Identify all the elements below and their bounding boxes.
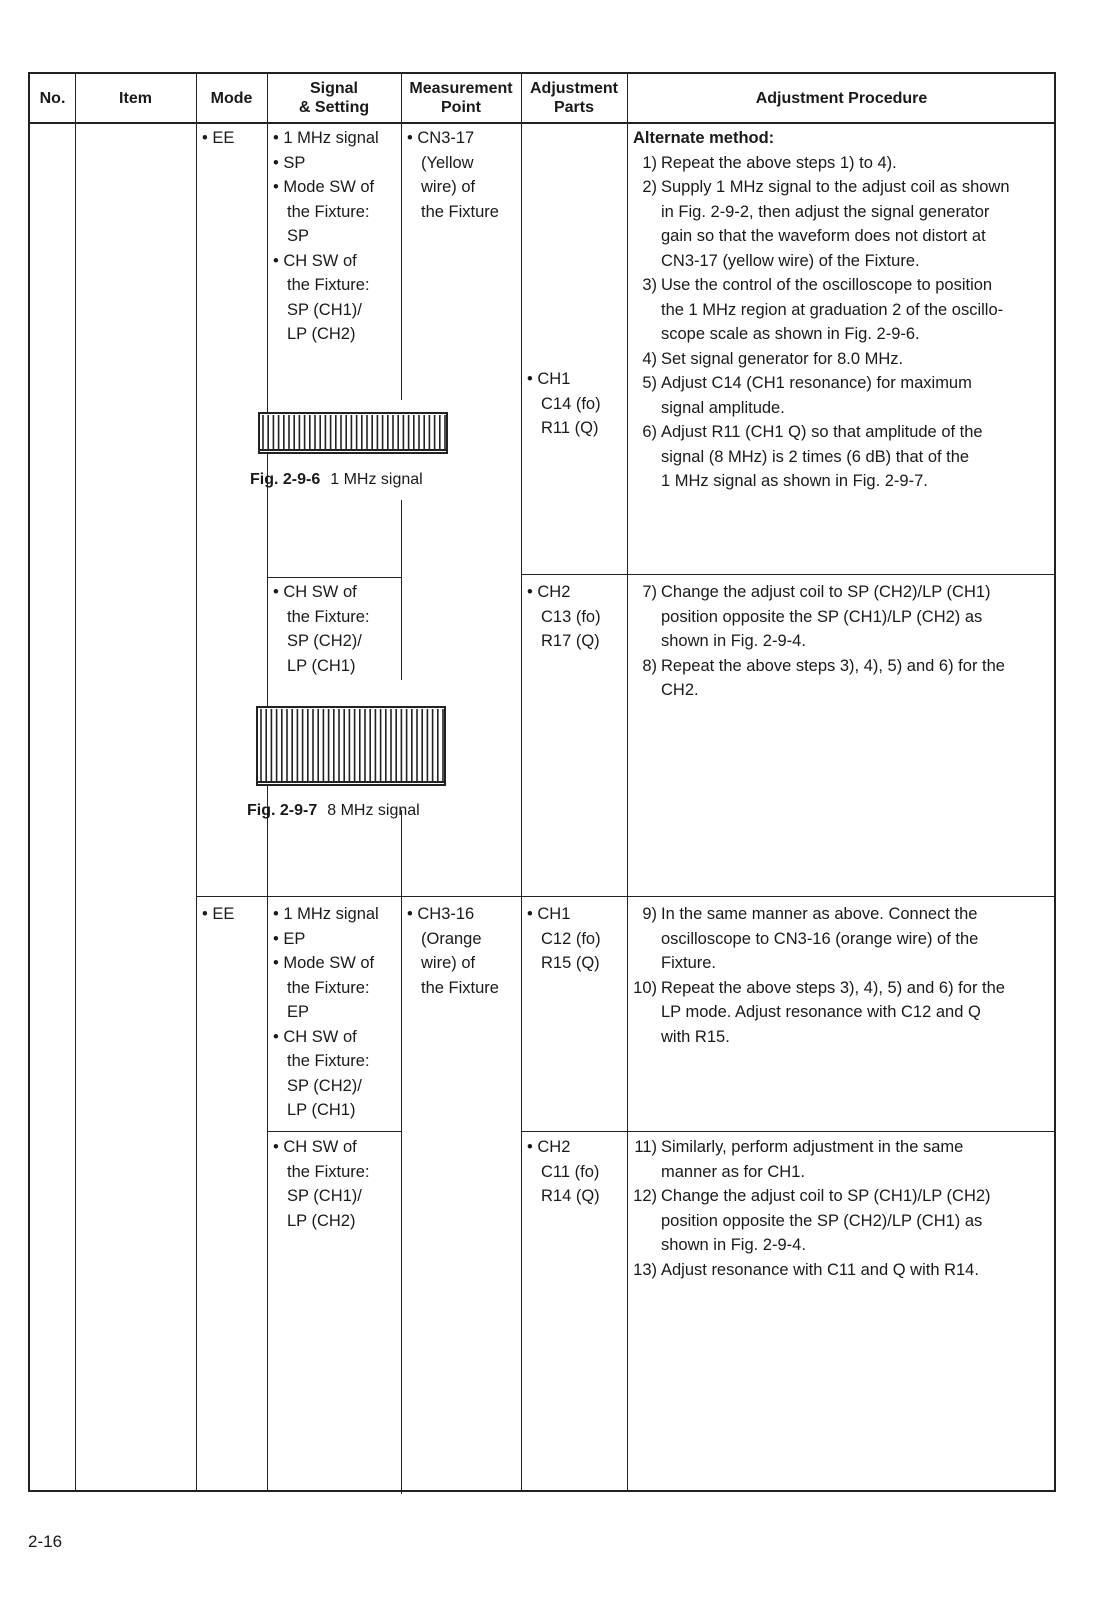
row-divider	[196, 896, 1056, 897]
row2-signal: • CH SW of the Fixture: SP (CH2)/ LP (CH1)	[273, 583, 370, 675]
row1-mode: • EE	[202, 129, 235, 147]
row1-adjustment-parts: • CH1 C14 (fo) R11 (Q)	[527, 370, 601, 437]
row3-procedure: 9) In the same manner as above. Connect the oscilloscope to CN3-16 (orange wire) of the Fixture. 10) Repeat the above steps 3), 4), 5) and 6) for the LP mode. Adjust resonance with C12 and Q with R15.	[633, 905, 1005, 1046]
row4-procedure: 11) Similarly, perform adjustment in the same manner as for CH1. 12) Change the adjust coil to SP (CH1)/LP (CH2) position opposite the SP (CH2)/LP (CH1) as shown in Fig. 2-9-4. 13) Adjust resonance with C11 and Q with R14.	[633, 1138, 991, 1279]
row1-signal: • 1 MHz signal • SP • Mode SW of the Fixture: SP • CH SW of the Fixture: SP (CH1)/ LP (CH2)	[273, 129, 379, 343]
row3-adjustment-parts: • CH1 C12 (fo) R15 (Q)	[527, 905, 601, 972]
row4-adjustment-parts: • CH2 C11 (fo) R14 (Q)	[527, 1138, 600, 1205]
adjustment-table	[28, 72, 1056, 1492]
row2-procedure: 7) Change the adjust coil to SP (CH2)/LP (CH1) position opposite the SP (CH1)/LP (CH2) as shown in Fig. 2-9-4. 8) Repeat the above steps 3), 4), 5) and 6) for the CH2.	[642, 583, 1005, 699]
row-divider	[521, 574, 1056, 575]
col-divider	[75, 74, 76, 1490]
header-item: Item	[119, 89, 152, 107]
row1-measurement-point: • CN3-17 (Yellow wire) of the Fixture	[407, 129, 499, 221]
header-divider	[30, 122, 1054, 124]
header-procedure: Adjustment Procedure	[755, 89, 928, 107]
procedure-title: Alternate method:	[633, 129, 775, 147]
row3-signal: • 1 MHz signal • EP • Mode SW of the Fixture: EP • CH SW of the Fixture: SP (CH2)/ LP (CH1)	[273, 905, 379, 1119]
header-mode: Mode	[210, 89, 253, 107]
col-divider	[401, 74, 402, 400]
row4-signal: • CH SW of the Fixture: SP (CH1)/ LP (CH2)	[273, 1138, 370, 1230]
col-divider	[521, 74, 522, 1490]
col-divider	[401, 500, 402, 680]
fig-2-9-7-waveform-icon	[256, 706, 446, 786]
row2-adjustment-parts: • CH2 C13 (fo) R17 (Q)	[527, 583, 601, 650]
col-divider	[196, 74, 197, 1490]
row-divider	[267, 1131, 401, 1132]
header-measurement: Measurement Point	[409, 80, 513, 116]
col-divider	[401, 810, 402, 1494]
row-divider	[267, 577, 401, 578]
fig-2-9-6-waveform-icon	[258, 412, 448, 454]
header-signal: Signal & Setting	[298, 80, 370, 116]
header-no: No.	[39, 89, 66, 107]
fig-2-9-6-caption: Fig. 2-9-6 1 MHz signal	[250, 471, 423, 488]
row1-procedure: Alternate method: 1) Repeat the above steps 1) to 4). 2) Supply 1 MHz signal to the adjust coil as shown in Fig. 2-9-2, then adjust the signal generator gain so that the waveform does not distort at CN3-17 (yellow wire) of the Fixture. 3) Use the control of the oscilloscope to position the 1 MHz region at graduation 2 of the oscillo- scope scale as shown in Fig. 2-9-6. 4) Set signal generator for 8.0 MHz. 5) Adjust C14 (CH1 resonance) for maximum signal amplitude. 6) Adjust R11 (CH1 Q) so that amplitude of the signal (8 MHz) is 2 times (6 dB) that of the 1 MHz signal as shown in Fig. 2-9-7.	[633, 126, 1010, 494]
fig-2-9-7-caption: Fig. 2-9-7 8 MHz signal	[247, 802, 420, 819]
row3-measurement-point: • CH3-16 (Orange wire) of the Fixture	[407, 905, 499, 997]
header-adjustment-parts: Adjustment Parts	[530, 80, 618, 116]
page-number: 2-16	[28, 1532, 63, 1551]
row3-mode: • EE	[202, 905, 235, 923]
row-divider	[521, 1131, 1056, 1132]
